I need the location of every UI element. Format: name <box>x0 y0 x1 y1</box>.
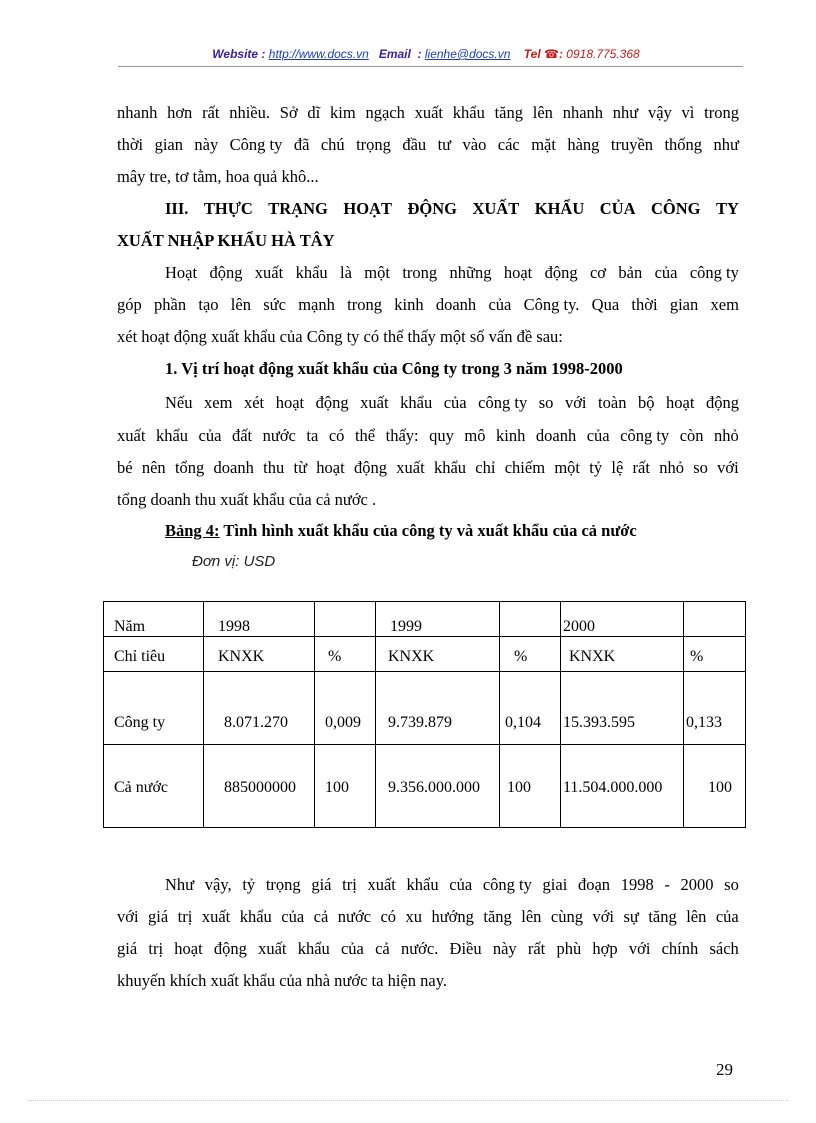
word: một <box>364 263 390 282</box>
country-pct-1998: 100 <box>325 779 349 796</box>
word: với <box>628 939 651 958</box>
word: khẩu <box>155 426 189 445</box>
country-knxk-1999: 9.356.000.000 <box>388 779 480 796</box>
word: xem <box>204 393 233 412</box>
word: rất <box>527 939 546 958</box>
word: đầu <box>402 135 427 154</box>
word: đất <box>231 426 253 445</box>
word: sức <box>263 295 286 314</box>
word: - <box>664 875 670 894</box>
page-number: 29 <box>716 1060 733 1079</box>
word: thu <box>263 458 285 477</box>
word: mạnh <box>298 295 335 314</box>
word: trọng <box>356 135 391 154</box>
word: CÔNG <box>650 199 701 218</box>
word: toàn <box>598 393 627 412</box>
table-caption-text: Tình hình xuất khẩu của công ty và xuất khẩu của cả nước <box>219 521 637 540</box>
word: chỉ <box>475 458 496 477</box>
export-table <box>103 601 746 828</box>
col-knxk-1999: KNXK <box>388 648 435 665</box>
word: nhanh <box>117 103 158 122</box>
word: so <box>724 875 739 894</box>
section-heading-line-2: XUẤT NHẬP KHẨU HÀ TÂY <box>117 231 335 250</box>
word: tư <box>437 135 452 154</box>
word: là <box>340 263 352 282</box>
company-knxk-2000: 15.393.595 <box>563 714 635 731</box>
word: công ty <box>689 263 739 282</box>
word: động <box>315 393 349 412</box>
word: phần <box>154 295 187 314</box>
word: này <box>492 939 517 958</box>
website-link[interactable]: http://www.docs.vn <box>268 47 369 61</box>
word: cùng <box>550 907 583 926</box>
word: ĐỘNG <box>407 199 457 218</box>
word: thời <box>117 135 144 154</box>
word: khẩu <box>239 907 272 926</box>
col-pct-1998: % <box>328 648 342 665</box>
word: ngạch <box>365 103 405 122</box>
word: kinh <box>394 295 424 314</box>
word: tăng <box>483 907 512 926</box>
email-link[interactable]: lienhe@docs.vn <box>424 47 511 61</box>
table-unit: Đơn vị: USD <box>192 553 276 570</box>
word: sự <box>623 907 639 926</box>
word: gian <box>669 295 699 314</box>
word: rất <box>632 458 650 477</box>
word: tỷ <box>589 458 603 477</box>
word: góp <box>117 295 142 314</box>
word: nhiều. <box>229 103 271 122</box>
word: phù <box>556 939 582 958</box>
word: đoạn <box>577 875 611 894</box>
word: quy <box>429 426 454 445</box>
word: Nếu <box>165 393 193 412</box>
word: Như <box>165 875 195 894</box>
word: Điều <box>449 939 482 958</box>
indicator-label: Chỉ tiêu <box>114 648 166 665</box>
word: lên <box>521 907 542 926</box>
word: TY <box>715 199 739 218</box>
company-pct-2000: 0,133 <box>686 714 722 731</box>
word: này <box>194 135 219 154</box>
word: khẩu <box>452 103 485 122</box>
word: trong <box>402 263 438 282</box>
country-pct-2000: 100 <box>708 779 732 796</box>
word: công ty <box>482 875 532 894</box>
word: mặt <box>531 135 556 154</box>
col-pct-2000: % <box>690 648 704 665</box>
country-pct-1999: 100 <box>507 779 531 796</box>
word: xuất <box>258 939 287 958</box>
word: doanh <box>213 458 254 477</box>
word: của <box>443 393 467 412</box>
word: của <box>198 426 222 445</box>
year-1999: 1999 <box>390 618 422 635</box>
word: trị <box>177 907 193 926</box>
word: tăng <box>494 103 524 122</box>
word: bản <box>618 263 643 282</box>
word: công ty <box>620 426 670 445</box>
word: có <box>328 426 345 445</box>
word: chiếm <box>504 458 546 477</box>
country-knxk-1998: 885000000 <box>224 779 296 796</box>
word: KHẨU <box>534 199 585 218</box>
word: vào <box>462 135 487 154</box>
word: lệ <box>611 458 624 477</box>
word: động <box>705 393 739 412</box>
table-caption <box>165 521 637 541</box>
word: XUẤT <box>472 199 520 218</box>
word: khẩu <box>297 939 330 958</box>
word: xuất <box>117 426 146 445</box>
paragraph-2-line-3: xét hoạt động xuất khẩu của Công ty có thể thấy một số vấn đề sau: <box>117 327 563 346</box>
paragraph-4-line-4: khuyến khích xuất khẩu của nhà nước ta hiện nay. <box>117 971 447 990</box>
word: cả <box>375 939 390 958</box>
word: doanh <box>435 295 477 314</box>
table-row-years <box>104 602 746 637</box>
company-pct-1999: 0,104 <box>505 714 541 731</box>
word: của <box>281 907 305 926</box>
word: chú <box>320 135 345 154</box>
word: hoạt <box>174 939 203 958</box>
paragraph-2-line-1 <box>165 263 739 283</box>
word: tạo <box>198 295 219 314</box>
word: nước. <box>400 939 439 958</box>
company-knxk-1998: 8.071.270 <box>224 714 288 731</box>
paragraph-3-line-4: tổng doanh thu xuất khẩu của cả nước . <box>117 490 377 509</box>
word: lên <box>532 103 553 122</box>
word: trọng <box>265 875 301 894</box>
tel-value: 0918.775.368 <box>566 47 640 61</box>
email-label: Email <box>378 47 411 61</box>
word: giá <box>148 907 169 926</box>
word: đã <box>293 135 310 154</box>
word: tỷ <box>242 875 256 894</box>
word: động <box>209 263 243 282</box>
word: nước <box>262 426 296 445</box>
word: thống <box>664 135 703 154</box>
word: từ <box>293 458 308 477</box>
word: có <box>380 907 397 926</box>
footer-divider <box>28 1100 788 1101</box>
word: xét <box>243 393 265 412</box>
word: Công ty. <box>523 295 580 314</box>
table-row <box>104 745 746 828</box>
company-pct-1998: 0,009 <box>325 714 361 731</box>
word: xuất <box>414 103 444 122</box>
word: với <box>117 907 139 926</box>
tel-label: Tel ☎: <box>523 47 563 61</box>
word: khẩu <box>406 875 439 894</box>
word: khẩu <box>400 393 433 412</box>
paragraph-1-line-2 <box>117 135 739 155</box>
word: khẩu <box>295 263 328 282</box>
word: giá <box>117 939 138 958</box>
country-knxk-2000: 11.504.000.000 <box>563 779 663 796</box>
page-header <box>110 47 742 61</box>
word: dĩ <box>307 103 321 122</box>
word: nên <box>141 458 166 477</box>
word: so <box>693 458 708 477</box>
word: bé <box>117 458 133 477</box>
year-label: Năm <box>114 618 146 635</box>
word: thời <box>631 295 658 314</box>
word: lên <box>230 295 251 314</box>
word: truyền <box>610 135 654 154</box>
word: mô <box>464 426 486 445</box>
word: của <box>449 875 473 894</box>
word: vì <box>681 103 695 122</box>
word: như <box>713 135 739 154</box>
word: của <box>715 907 739 926</box>
word: của <box>488 295 512 314</box>
word: 1998 <box>620 875 654 894</box>
word: hàng <box>567 135 600 154</box>
paragraph-1-line-1 <box>117 103 739 123</box>
email-separator: : <box>417 47 422 61</box>
word: 2000 <box>680 875 714 894</box>
paragraph-1-line-3: mây tre, tơ tằm, hoa quả khô... <box>117 167 319 186</box>
word: với <box>717 458 739 477</box>
word: giai <box>542 875 568 894</box>
word: hơn <box>167 103 193 122</box>
word: tăng <box>648 907 677 926</box>
word: với <box>564 393 587 412</box>
word: HOẠT <box>343 199 392 218</box>
word: của <box>586 426 610 445</box>
paragraph-4-line-2 <box>117 907 739 927</box>
year-1998: 1998 <box>218 618 250 635</box>
word: vậy <box>647 103 672 122</box>
col-pct-1999: % <box>514 648 528 665</box>
word: nước <box>337 907 371 926</box>
subsection-heading: 1. Vị trí hoạt động xuất khẩu của Công ty trong 3 năm 1998-2000 <box>165 359 623 378</box>
word: thể <box>354 426 376 445</box>
word: còn <box>679 426 704 445</box>
word: Hoạt <box>165 263 198 282</box>
word: xuất <box>254 263 284 282</box>
paragraph-4-line-1 <box>165 875 739 895</box>
word: một <box>554 458 580 477</box>
word: TRẠNG <box>268 199 328 218</box>
word: giá <box>311 875 332 894</box>
word: trong <box>347 295 382 314</box>
word: sách <box>709 939 739 958</box>
paragraph-2-line-2 <box>117 295 739 315</box>
word: gian <box>154 135 183 154</box>
word: những <box>449 263 492 282</box>
word: hợp <box>592 939 618 958</box>
row-label-country: Cả nước <box>114 779 169 796</box>
word: tổng <box>174 458 205 477</box>
word: trị <box>342 875 357 894</box>
word: Sở <box>279 103 298 122</box>
section-heading-line-1 <box>165 199 739 219</box>
word: các <box>497 135 520 154</box>
word: hoạt <box>666 393 695 412</box>
word: thấy: <box>385 426 419 445</box>
word: nhanh <box>562 103 604 122</box>
word: bộ <box>638 393 655 412</box>
word: xuất <box>367 875 396 894</box>
word: với <box>592 907 615 926</box>
company-knxk-1999: 9.739.879 <box>388 714 452 731</box>
table-caption-number: Bảng 4: <box>165 521 220 540</box>
word: xem <box>710 295 739 314</box>
word: động <box>544 263 578 282</box>
word: CỦA <box>599 199 636 218</box>
paragraph-3-line-3 <box>117 458 739 478</box>
word: nhỏ <box>714 426 739 445</box>
word: của <box>340 939 364 958</box>
header-divider <box>118 66 743 67</box>
word: rất <box>202 103 220 122</box>
word: xuất <box>360 393 389 412</box>
word: hoạt <box>275 393 305 412</box>
word: của <box>654 263 678 282</box>
word: chính <box>661 939 699 958</box>
word: động <box>213 939 247 958</box>
word: Công ty <box>229 135 283 154</box>
website-label: Website : <box>212 47 266 61</box>
col-knxk-1998: KNXK <box>218 648 265 665</box>
word: nhỏ <box>659 458 684 477</box>
row-label-company: Công ty <box>114 714 166 731</box>
word: trị <box>148 939 164 958</box>
table-row-headers <box>104 637 746 672</box>
word: THỰC <box>203 199 253 218</box>
word: như <box>612 103 639 122</box>
word: xuất <box>201 907 231 926</box>
word: doanh <box>535 426 577 445</box>
word: hoạt <box>503 263 533 282</box>
word: kim <box>330 103 356 122</box>
word: công ty <box>478 393 528 412</box>
word: hoạt <box>316 458 345 477</box>
word: xu <box>405 907 423 926</box>
paragraph-3-line-2 <box>117 426 739 446</box>
word: ta <box>306 426 319 445</box>
word: Qua <box>591 295 620 314</box>
word: III. <box>165 199 189 218</box>
word: xuất <box>396 458 425 477</box>
word: trong <box>704 103 739 122</box>
word: cơ <box>589 263 607 282</box>
word: hướng <box>431 907 474 926</box>
col-knxk-2000: KNXK <box>569 648 616 665</box>
word: lên <box>686 907 707 926</box>
year-2000: 2000 <box>563 618 595 635</box>
word: động <box>353 458 387 477</box>
word: vậy, <box>204 875 232 894</box>
word: khẩu <box>433 458 467 477</box>
word: cả <box>313 907 329 926</box>
paragraph-4-line-3 <box>117 939 739 959</box>
paragraph-3-line-1 <box>165 393 739 413</box>
word: so <box>538 393 554 412</box>
table-row <box>104 672 746 745</box>
word: kinh <box>496 426 526 445</box>
